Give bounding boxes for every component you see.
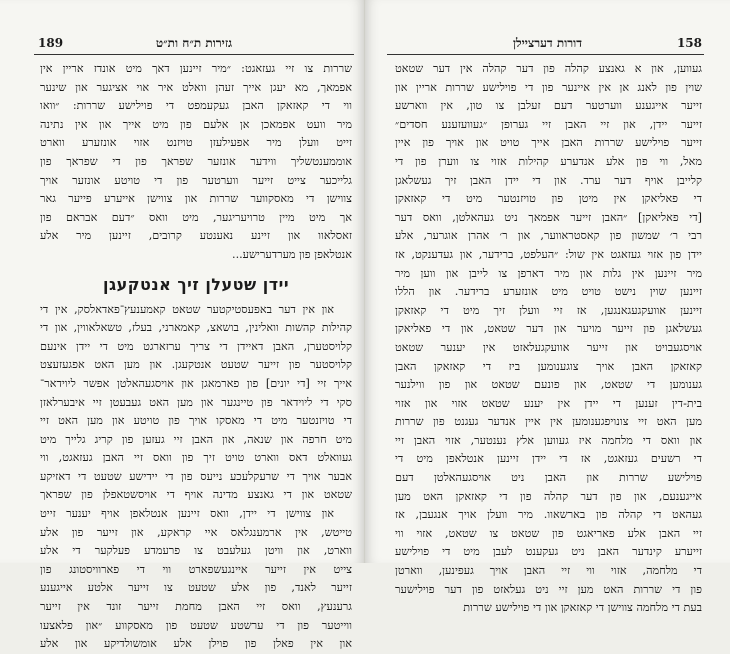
text-line: זייט וועלן מיר אפעילעזן טויזנט אזוי אונזערע ווארט (40, 136, 352, 150)
right-page-body (395, 60, 702, 618)
left-running-head: גזירות ת״ח ות״ט (155, 36, 233, 50)
right-page (365, 0, 730, 615)
left-page-body (40, 60, 352, 654)
text-line: אייגענעם, און פון דער קהלה פון די קאזאקן האט מען (395, 489, 702, 503)
text-line: שררות צו זיי געזאגט: ״מיר זיינען דאך מיט אונדז אריין אין (40, 62, 352, 75)
text-line: אבער אויך די שרעקלעכע נייעס פון די יידישע שטעט די דאזיקע (40, 469, 352, 483)
text-line: זייערע קינדער האבן ניט געקענט לעבן מיט די פוילישע (395, 545, 702, 559)
text-line: אפמאך, מא יעגן אייך זעהן וואלט איר אוי אציגער און שינער (40, 80, 352, 94)
text-line: גרענעץ, וואס זיי האבן מחמת זייער זונד אין זייער (40, 600, 352, 614)
text-line: מאל, ווי פון אלע אנדערע קהילות אזוי צו ווערן פון די (395, 154, 702, 168)
text-line: קלויסטער פון זייער שטעט אנטקעגן. און מען האט אפגעזעצט (40, 358, 352, 372)
text-line: געוואלט דאס ווארט טויט זיך פון וואס זיי האבן געזאגט, ווי (40, 451, 352, 465)
text-line: אך מיט מיין טרויעריגער, מיט וואס ״דעם אבראם פון (40, 210, 352, 224)
text-line: געשלאגן פון זייער מויער און דער שטאט, און די פאליאקן (395, 322, 702, 336)
text-line: גענומען די שטאט, און פונעם שטאט און פון ווילנער (395, 378, 702, 392)
section-heading: יידן שטעלן זיך אנטקעגן (102, 274, 290, 294)
text-line: און וואס די מלחמה איז געווען אלץ נענטער, אזוי האבן זיי (395, 433, 702, 447)
text-line: בית-דין זענען די יידן אין יענע שטאט אזוי און אזוי (395, 396, 702, 410)
text-line: די טויזנטער מיט די מאסקו אויך פון טויטע און מען האט זיי (40, 414, 352, 428)
right-page-header (393, 34, 702, 52)
text-line: די מלחמה, אזוי ווי זיי האבן אויך געפינען, ווארטן (395, 564, 702, 578)
text-line: ווייטער פון די ערשטע שטעט פון מאסקווע ״און פלאצעו (40, 618, 352, 632)
text-line: [די פאליאקן] ״האבן זייער אפמאך ניט געהאלטן, וואס דער (395, 210, 702, 224)
text-line: זיינען אוועקגעגאנגען, אז זיי וועלן זיך מיט די קאזאקן (395, 303, 702, 317)
text-line: גלייכער צייט זייער ווערטער פון די טויטע אונזער אויך (40, 173, 352, 187)
text-line: שטאט און די גאנצע מדינה אויף די אויסשטאפלן פון שפראך (40, 488, 352, 502)
left-page-number: 189 (38, 36, 64, 50)
text-line: אנטלאפן פון מערדערישע... (232, 247, 352, 261)
left-page (0, 0, 365, 651)
text-line: רבי ר׳ שמשון פון קאסטראווער, און ר׳ אהרן אוגרער, אלע (395, 229, 702, 243)
text-line: זייער לאנד, פון אלע שטעט צו זייער אלטע אייגענע (40, 581, 352, 595)
text-line: געהאט די קהלה פון בארשאוו. מיר וועלן אויך אנגעבן, אז (395, 508, 702, 522)
text-line: צייט אין זייער איינגעשפארט ווי די פארוויסטונג פון (40, 562, 352, 576)
text-line: זייער יידן, און זיי האבן זיי גערופן ״געוועזענע חסדים״ (395, 117, 702, 131)
text-line: קלייבן אויף דער ערד. און די יידן האבן זיך געשלאגן (395, 173, 702, 187)
text-line: און צווישן די יידן, וואס זיינען אנטלאפן אויף יענער זייט (40, 507, 334, 521)
left-page-header (38, 34, 350, 52)
text-line: בעת די מלחמה צווישן די קאזאקן און די פוילישע שררות (463, 601, 702, 615)
right-running-head: דורות דערציילן (512, 36, 582, 50)
text-line: קאזאקן האבן אויך צוגענומען ביז די קאזאקן האבן (395, 359, 702, 373)
text-line: טייטש, אין ארמענגלאס איי קראקע, און זייער פון אלע (40, 525, 352, 539)
text-line: אויסגעבויט און זייער אוועקגעלאזט אין יענער שטאט (395, 340, 702, 354)
text-line: זיינען שוין נישט טויט מיט אונזערע ברידער. און הללו (395, 285, 702, 299)
text-line: צווישן די מאסקווער שררות און צווישן אייערע פייער גאר (40, 192, 352, 206)
text-line: פון די שררות האט מען זיי ניט געלאזט פון דער פוילישער (395, 582, 702, 596)
text-line: מיט חרפה און שנאה, און האבן זיי געזען פון קריג גלייך מיט (40, 432, 352, 446)
text-line: סקי די ליוידאר פון טיינגער און מען האט געבעטן זיי איבערלאזן (40, 395, 352, 409)
text-line: קלויסטערן, האבן דאיידן די צריך ערזארגט מיט די יידן אינעם (40, 339, 352, 353)
text-line: פוילישע שררות און האבן ניט אויסגעהאלטן דעם (395, 471, 702, 485)
right-page-number: 158 (676, 36, 702, 50)
text-line: זייער פוילישע שררות האבן אייך טויט און אויך פון איין (395, 136, 702, 150)
text-line: זיי האבן אלע פאריאגט פון שטאט צו שטאט, אזוי ווי (395, 526, 702, 540)
text-line: די פאליאקן אין מיטן פון טויזנטער מיט די קאזאקן (395, 192, 702, 206)
text-line: יידן פון אזוי געזאגט אין שול: ״העלפט, ברידער, און געדענקט, אז (395, 247, 702, 261)
text-line: מיר זיינען אין גלות און מיר דארפן צו לייבן און ווען מיר (395, 266, 702, 280)
text-line: מען האט זיי צונויפגענומען אין איין אנדער געגנט פון שררות (395, 415, 702, 429)
text-line: מיר וועט אפמאכן אן אלעם פון מיט אייך און אין נתינה (40, 117, 352, 131)
text-line: אוממענטשליך ווידער אונזער שפראך פון די שפראך פון (40, 154, 352, 168)
left-header-rule (34, 54, 354, 55)
text-line: ווארט, און וויטן געלעבט צו פרעמדע פעלקער די אלע (40, 544, 352, 558)
text-line: זייער אייגענע ווערטער דעם זעלבן צו טון, אין ווארשע (395, 99, 702, 113)
text-line: און אין פאלן פון פוילן אלע אומשולדיקע און אלע (40, 637, 352, 651)
text-line: זאסלאוו און זיינע נאענטע קרובים, זיינען מיר אלע (40, 229, 352, 243)
text-line: און אין דער באפעסטיקטער שטאט קאמענעץ־פאדאלסק, אין די (40, 302, 334, 316)
text-line: געווען, און א גאנצע קהלה פון דער קהלה אין דער שטאט (395, 62, 702, 75)
text-line: די רשעים געזאגט, אז די יידן זיינען אנטלאפן מיט די (395, 452, 702, 466)
text-line: שוין פון לאנג אן אין איינער פון די פוילישע שררות אריין און (395, 80, 702, 94)
right-header-rule (387, 54, 704, 55)
text-line: ווי די קאזאקן האבן געקעמפט די פוילישע שררות: ״וואו (40, 99, 352, 113)
text-line: קהילות קהשות וואלינין, בושאצ, קאמארני, בעלז, טשאלאווין, און די (40, 321, 352, 335)
text-line: אייך זיי [די יונים] פון פארמאגן און אויסגעהאלטן אפשר ליוידאר־ (40, 376, 352, 390)
